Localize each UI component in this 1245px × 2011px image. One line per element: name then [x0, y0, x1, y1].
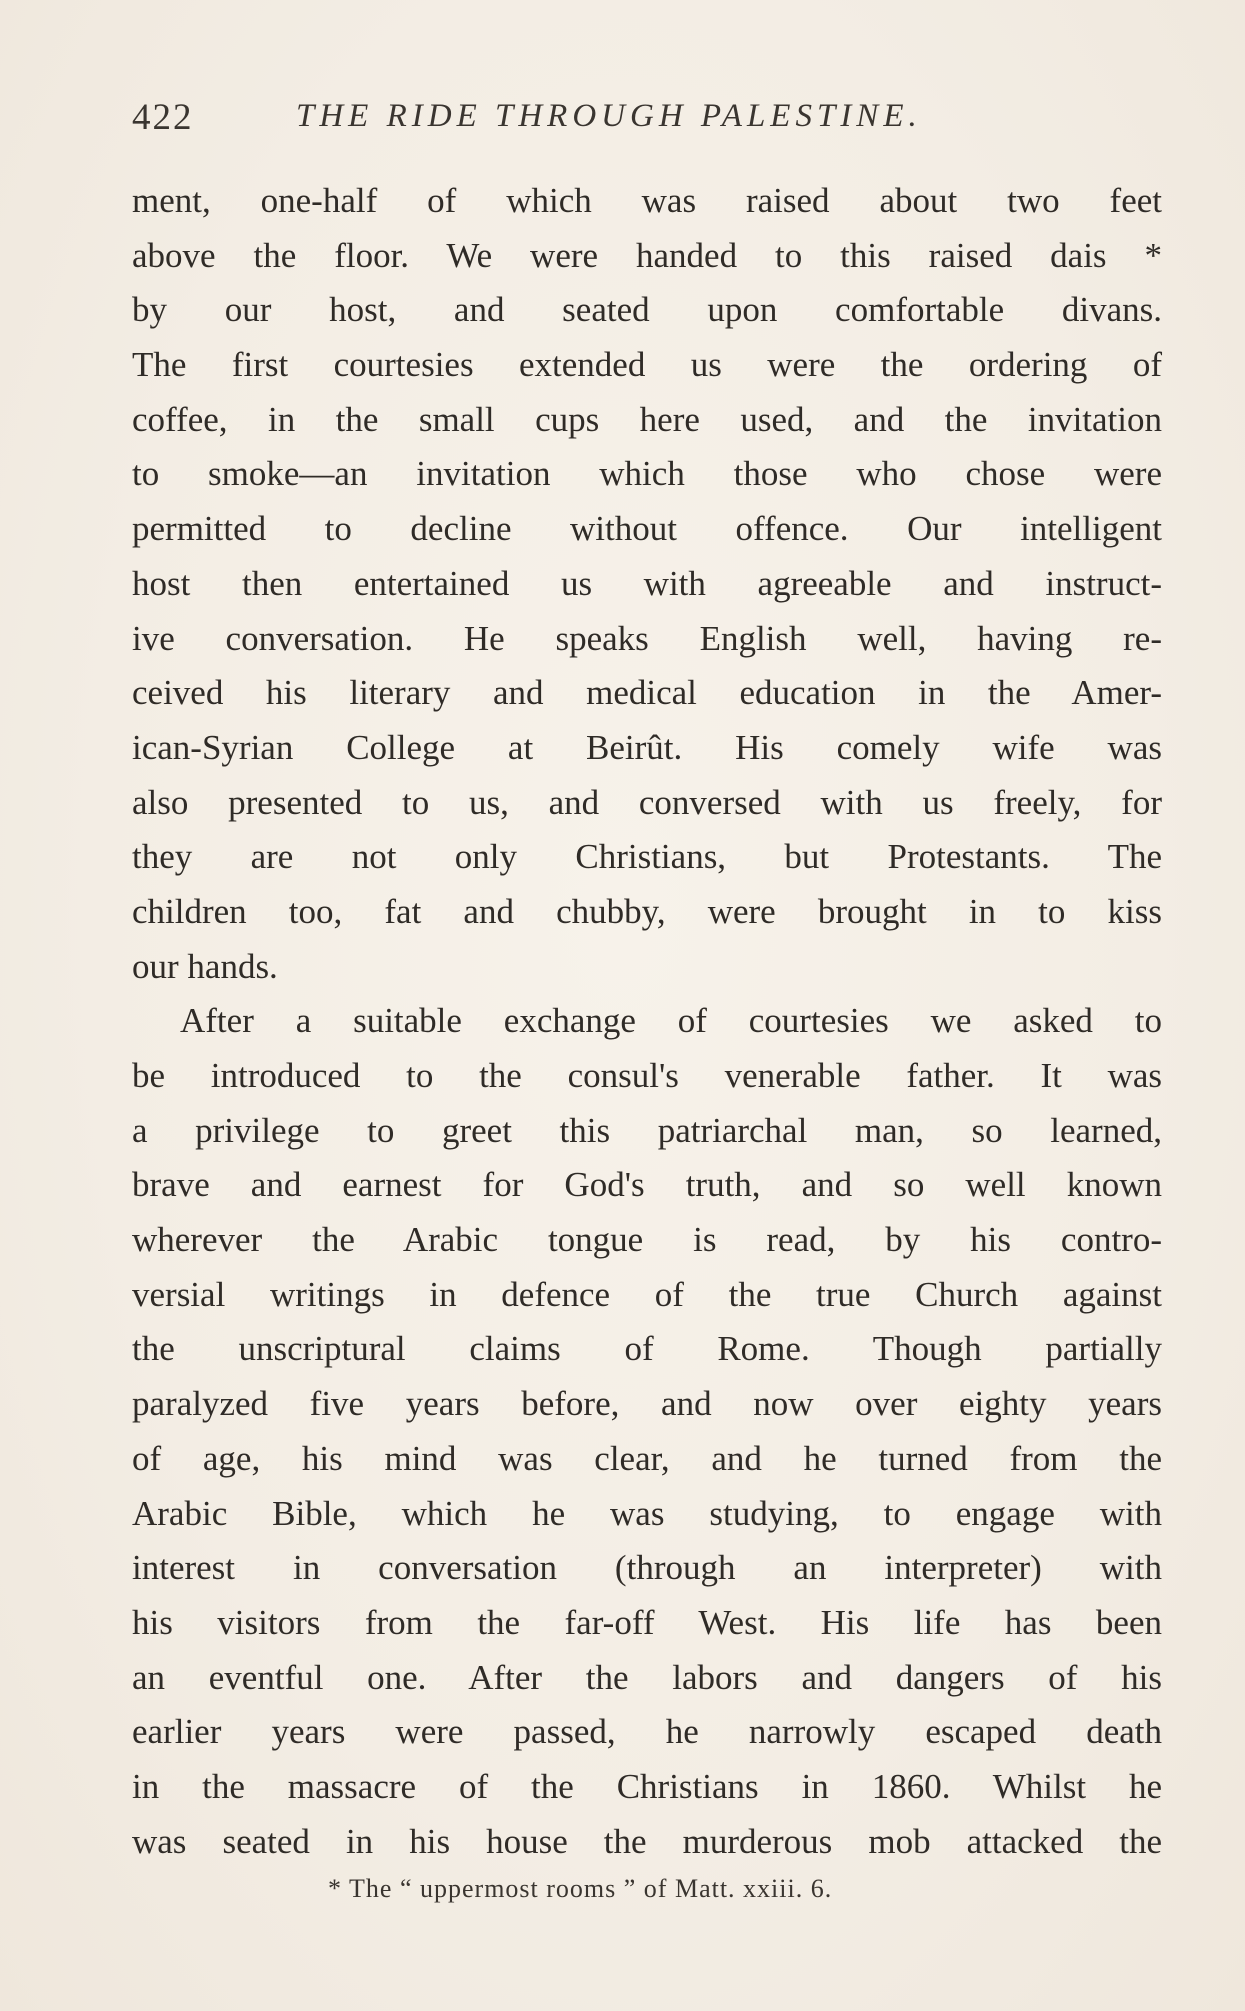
text-line: versial writings in defence of the true Church against: [132, 1274, 1162, 1314]
text-line: ceived his literary and medical education in the Amer-: [132, 673, 1162, 713]
running-head: [132, 96, 1162, 146]
text-line: the unscriptural claims of Rome. Though partially: [132, 1329, 1162, 1369]
text-line: permitted to decline without offence. Our intelligent: [132, 509, 1162, 549]
text-line: paralyzed five years before, and now over eighty years: [132, 1384, 1162, 1424]
text-line: ment, one-half of which was raised about two feet: [132, 181, 1162, 220]
text-line: his visitors from the far-off West. His life has been: [132, 1602, 1162, 1642]
text-line: they are not only Christians, but Protestants. The: [132, 837, 1162, 877]
text-line: our hands.: [132, 946, 278, 986]
text-line: an eventful one. After the labors and dangers of his: [132, 1657, 1162, 1697]
footnote: * The “ uppermost rooms ” of Matt. xxiii. 6.: [328, 1874, 833, 1903]
text-line: brave and earnest for God's truth, and so well known: [132, 1165, 1162, 1205]
text-line: was seated in his house the murderous mob attacked the: [132, 1821, 1162, 1861]
text-line: a privilege to greet this patriarchal man, so learned,: [132, 1110, 1162, 1150]
text-line: in the massacre of the Christians in 1860. Whilst he: [132, 1766, 1162, 1806]
text-line: earlier years were passed, he narrowly escaped death: [132, 1712, 1162, 1752]
text-line: children too, fat and chubby, were brought in to kiss: [132, 891, 1162, 931]
text-line: coffee, in the small cups here used, and the invitation: [132, 399, 1162, 439]
text-line: ive conversation. He speaks English well, having re-: [132, 618, 1162, 658]
text-line: Arabic Bible, which he was studying, to engage with: [132, 1493, 1162, 1533]
page-number: 422: [132, 97, 194, 138]
text-line: After a suitable exchange of courtesies we asked to: [180, 1001, 1162, 1041]
text-line: by our host, and seated upon comfortable divans.: [132, 290, 1162, 330]
text-line: be introduced to the consul's venerable father. It was: [132, 1056, 1162, 1095]
text-line: wherever the Arabic tongue is read, by his contro-: [132, 1220, 1162, 1260]
text-line: host then entertained us with agreeable and instruct-: [132, 563, 1162, 603]
body-text: [132, 174, 1162, 1869]
text-line: above the floor. We were handed to this raised dais *: [132, 235, 1162, 275]
text-line: of age, his mind was clear, and he turned from the: [132, 1438, 1162, 1478]
text-line: The first courtesies extended us were the ordering of: [132, 345, 1162, 385]
text-line: interest in conversation (through an interpreter) with: [132, 1548, 1162, 1588]
running-title: THE RIDE THROUGH PALESTINE.: [296, 98, 922, 134]
text-line: ican-Syrian College at Beirût. His comely wife was: [132, 727, 1162, 767]
text-line: to smoke—an invitation which those who chose were: [132, 454, 1162, 494]
text-line: also presented to us, and conversed with us freely, for: [132, 782, 1162, 822]
